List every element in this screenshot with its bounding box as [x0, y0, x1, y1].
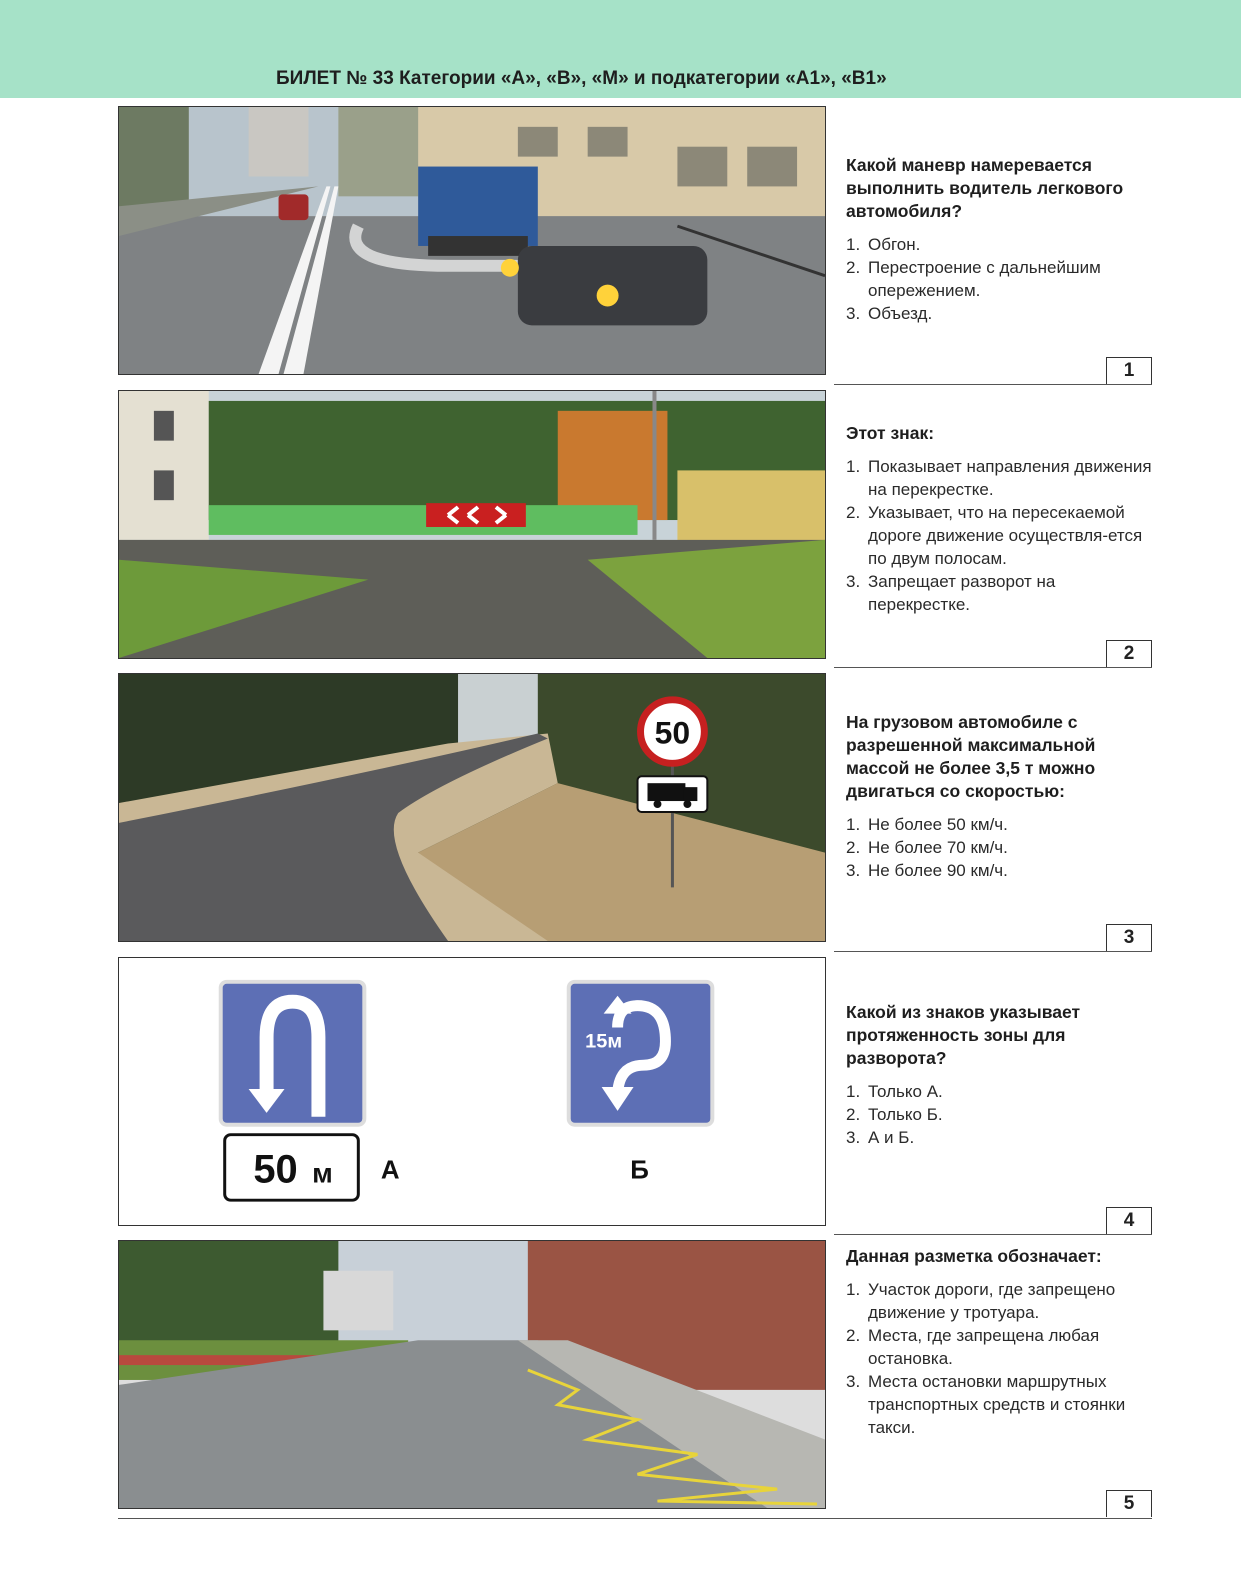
answer-option[interactable]: 3. Не более 90 км/ч. [846, 861, 1008, 880]
page-bottom-divider [118, 1518, 1152, 1519]
question-3-image [118, 673, 826, 942]
question-2-number: 2 [1106, 640, 1152, 667]
answer-option[interactable]: 2. Перестроение с дальнейшим опережением. [846, 258, 1101, 300]
question-2-image [118, 390, 826, 659]
question-3-answers [846, 813, 1156, 882]
sign-a-label: А [380, 1156, 400, 1185]
question-5-image [118, 1240, 826, 1509]
sign-a-plate-unit: м [312, 1157, 333, 1189]
sign-b-text: 15м [585, 1030, 623, 1053]
question-3-text [846, 711, 1156, 882]
question-2-text [846, 422, 1156, 616]
question-2-answers [846, 455, 1156, 616]
question-5-answers [846, 1278, 1156, 1439]
answer-option[interactable]: 2. Места, где запрещена любая остановка. [846, 1326, 1100, 1368]
sign-b-label: Б [630, 1156, 649, 1185]
answer-option[interactable]: 3. Объезд. [846, 304, 933, 323]
question-1-text [846, 154, 1156, 325]
question-5-prompt: Данная разметка обозначает: [846, 1246, 1102, 1266]
answer-option[interactable]: 2. Указывает, что на пересекаемой дороге движение осуществля-ется по двум полосам. [846, 503, 1143, 568]
answer-option[interactable]: 1. Показывает направления движения на перекрестке. [846, 457, 1152, 499]
answer-option[interactable]: 3. А и Б. [846, 1128, 915, 1147]
question-4-text [846, 1001, 1156, 1149]
answer-option[interactable]: 1. Только А. [846, 1082, 943, 1101]
question-3-divider [834, 951, 1152, 952]
question-2-divider [834, 667, 1152, 668]
answer-option[interactable]: 3. Места остановки маршрутных транспортных средств и стоянки такси. [846, 1372, 1126, 1437]
question-1-number: 1 [1106, 357, 1152, 384]
question-4-divider [834, 1234, 1152, 1235]
answer-option[interactable]: 3. Запрещает разворот на перекрестке. [846, 572, 1056, 614]
page-header [0, 0, 1241, 98]
question-4-prompt: Какой из знаков указывает протяженность зоны для разворота? [846, 1002, 1081, 1068]
question-4-answers [846, 1080, 1156, 1149]
answer-option[interactable]: 2. Только Б. [846, 1105, 943, 1124]
question-1-image [118, 106, 826, 375]
answer-option[interactable]: 2. Не более 70 км/ч. [846, 838, 1008, 857]
question-1-divider [834, 384, 1152, 385]
question-3-number: 3 [1106, 924, 1152, 951]
question-5-number: 5 [1106, 1490, 1152, 1517]
question-5-text [846, 1245, 1156, 1439]
question-2-prompt: Этот знак: [846, 423, 935, 443]
question-4-image [118, 957, 826, 1226]
question-4-number: 4 [1106, 1207, 1152, 1234]
speed-limit-text: 50 [654, 714, 691, 751]
answer-option[interactable]: 1. Участок дороги, где запрещено движение у тротуара. [846, 1280, 1116, 1322]
answer-option[interactable]: 1. Обгон. [846, 235, 921, 254]
ticket-title: БИЛЕТ № 33 Категории «А», «В», «М» и подкатегории «А1», «В1» [276, 68, 887, 89]
answer-option[interactable]: 1. Не более 50 км/ч. [846, 815, 1008, 834]
sign-a-plate-text: 50 [253, 1147, 298, 1192]
question-1-answers [846, 233, 1156, 325]
question-1-prompt: Какой маневр намеревается выполнить водитель легкового автомобиля? [846, 155, 1124, 221]
question-3-prompt: На грузовом автомобиле с разрешенной максимальной массой не более 3,5 т можно двигаться со скоростью: [846, 712, 1096, 801]
